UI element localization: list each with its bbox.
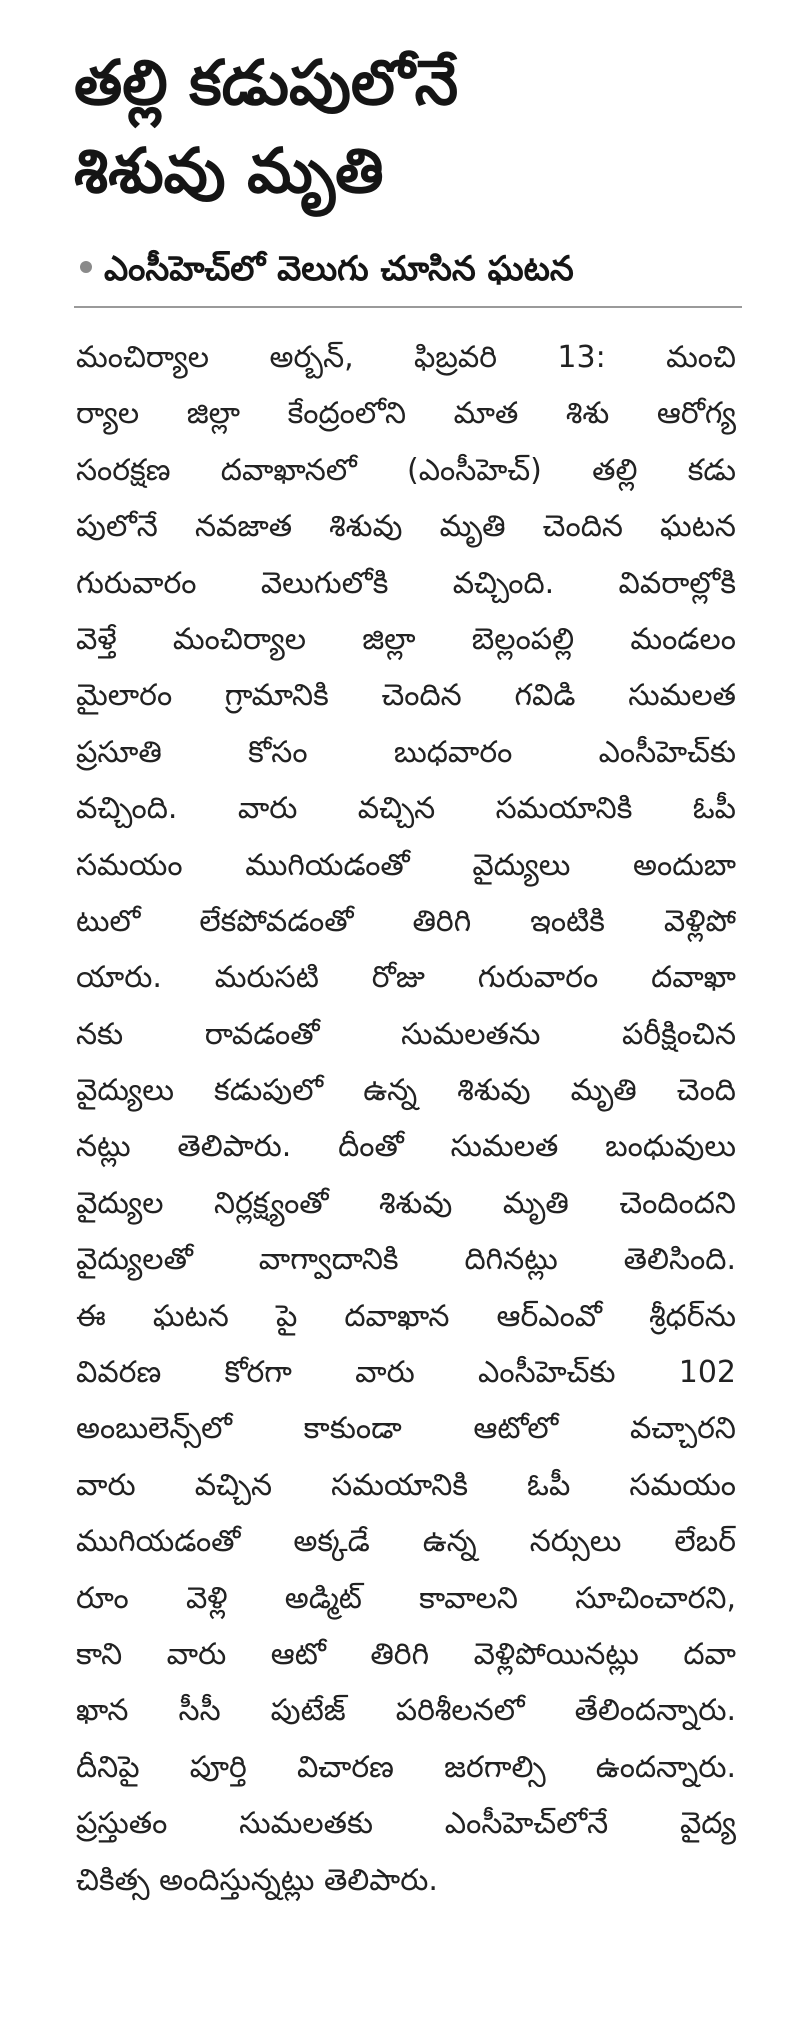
article-body-line: ప్రసూతి కోసం బుధవారం ఎంసీహెచ్‌కు xyxy=(76,734,736,770)
article-body-line: మైలారం గ్రామానికి చెందిన గవిడి సుమలత xyxy=(76,678,736,714)
article-body-line: దీనిపై పూర్తి విచారణ జరగాల్సి ఉందన్నారు. xyxy=(76,1749,736,1785)
article-body-line: ముగియడంతో అక్కడే ఉన్న నర్సులు లేబర్ xyxy=(76,1524,736,1560)
article-body-line: నకు రావడంతో సుమలతను పరీక్షించిన xyxy=(76,1016,736,1052)
article-body-line: ర్యాల జిల్లా కేంద్రంలోని మాత శిశు ఆరోగ్య xyxy=(76,396,736,432)
divider xyxy=(74,306,742,308)
article-body-line: ఖాన సీసీ పుటేజ్ పరిశీలనలో తేలిందన్నారు. xyxy=(76,1693,736,1729)
subheadline-text: ఎంసీహెచ్‌లో వెలుగు చూసిన ఘటన xyxy=(104,249,574,289)
article-body-line: వచ్చింది. వారు వచ్చిన సమయానికి ఓపీ xyxy=(76,791,736,827)
article-body-line: నట్లు తెలిపారు. దీంతో సుమలత బంధువులు xyxy=(76,1129,736,1165)
article-body-line: పులోనే నవజాత శిశువు మృతి చెందిన ఘటన xyxy=(76,509,736,545)
article-body-line: ప్రస్తుతం సుమలతకు ఎంసీహెచ్‌లోనే వైద్య xyxy=(76,1806,736,1842)
article-body-line: వైద్యులు కడుపులో ఉన్న శిశువు మృతి చెంది xyxy=(76,1073,736,1109)
article-body-line: కాని వారు ఆటో తిరిగి వెళ్లిపోయినట్లు దవా xyxy=(76,1636,736,1672)
article-body-line: వారు వచ్చిన సమయానికి ఓపీ సమయం xyxy=(76,1467,736,1503)
article-body-line: టులో లేకపోవడంతో తిరిగి ఇంటికి వెళ్లిపో xyxy=(76,903,736,939)
article-body-line: వైద్యుల నిర్లక్ష్యంతో శిశువు మృతి చెందిందని xyxy=(76,1185,736,1221)
article-body-line: వివరణ కోరగా వారు ఎంసీహెచ్‌కు 102 xyxy=(76,1355,736,1391)
article-body-line: ఈ ఘటన పై దవాఖాన ఆర్ఎంవో శ్రీధర్‌ను xyxy=(76,1298,736,1334)
article-body-line: సంరక్షణ దవాఖానలో (ఎంసీహెచ్) తల్లి కడు xyxy=(76,452,736,488)
article-body-line: అంబులెన్స్‌లో కాకుండా ఆటోలో వచ్చారని xyxy=(76,1411,736,1447)
article-body xyxy=(76,330,736,1909)
article-body-line: వెళ్తే మంచిర్యాల జిల్లా బెల్లంపల్లి మండలం xyxy=(76,621,736,657)
article-body-line: యారు. మరుసటి రోజు గురువారం దవాఖా xyxy=(76,960,736,996)
article-body-line: సమయం ముగియడంతో వైద్యులు అందుబా xyxy=(76,847,736,883)
bullet-icon xyxy=(80,261,92,273)
article-body-line: చికిత్స అందిస్తున్నట్లు తెలిపారు. xyxy=(76,1862,438,1898)
article-body-line: రూం వెళ్లి అడ్మిట్ కావాలని సూచించారని, xyxy=(76,1580,736,1616)
article-body-line: వైద్యులతో వాగ్వాదానికి దిగినట్లు తెలిసింది. xyxy=(76,1242,736,1278)
headline-line-1: తల్లి కడుపులోనే xyxy=(74,46,459,119)
headline-line-2: శిశువు మృతి xyxy=(74,134,384,207)
subheadline xyxy=(80,249,740,289)
article-body-line: గురువారం వెలుగులోకి వచ్చింది. వివరాల్లోకి xyxy=(76,565,736,601)
article-body-line: మంచిర్యాల అర్బన్, ఫిబ్రవరి 13: మంచి xyxy=(76,340,736,375)
